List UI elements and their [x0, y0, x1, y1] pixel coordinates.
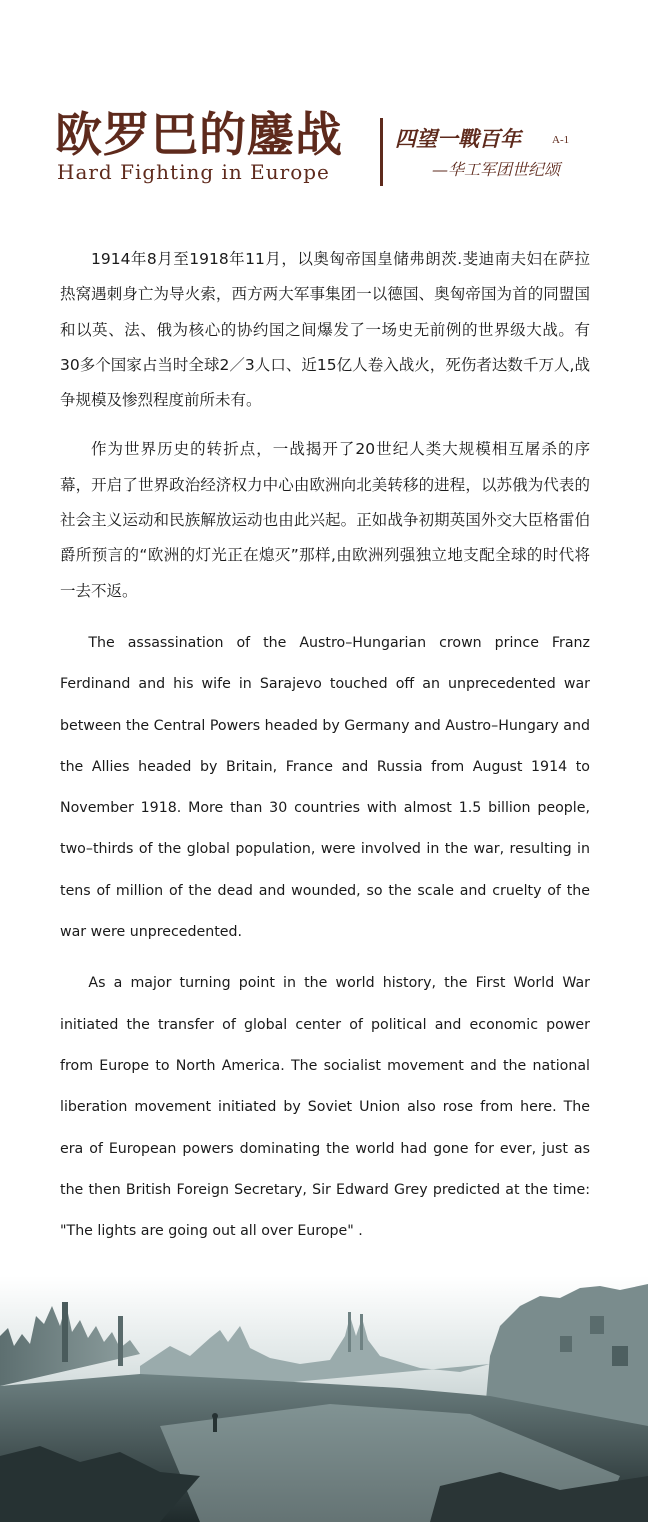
page-title-english: Hard Fighting in Europe: [57, 160, 330, 184]
series-subtitle: —华工军团世纪颂: [432, 160, 561, 179]
war-ruins-photo: [0, 1276, 648, 1522]
header: [0, 0, 648, 200]
series-title: 四望一戰百年: [395, 126, 521, 151]
paragraph-en-1: The assassination of the Austro–Hungarian crown prince Franz Ferdinand and his wife in Sarajevo touched off an unprecedented war between the Central Powers headed by Germany and Austro–Hungary and the Allies headed by Britain, France and Russia from August 1914 to November 1918. More than 30 countries with almost 1.5 billion people, two–thirds of the global population, were involved in the war, resulting in tens of million of the dead and wounded, so the scale and cruelty of the war were unprecedented.: [60, 634, 590, 941]
paragraph-cn-1: 1914年8月至1918年11月，以奥匈帝国皇储弗朗茨.斐迪南夫妇在萨拉热窝遇刺身亡为导火索，西方两大军事集团一以德国、奥匈帝国为首的同盟国和以英、法、俄为核心的协约国之间爆发了一场史无前例的世界级大战。有30多个国家占当时全球2／3人口、近15亿人卷入战火，死伤者达数千万人,战争规模及惨烈程度前所未有。: [60, 250, 590, 410]
title-divider: [380, 118, 383, 186]
paragraph-cn-2: 作为世界历史的转折点，一战揭开了20世纪人类大规模相互屠杀的序幕，开启了世界政治经济权力中心由欧洲向北美转移的进程，以苏俄为代表的社会主义运动和民族解放运动也由此兴起。正如战争初期英国外交大臣格雷伯爵所预言的“欧洲的灯光正在熄灭”那样,由欧洲列强独立地支配全球的时代将一去不返。: [60, 440, 590, 600]
page-title: 欧罗巴的鏖战: [55, 108, 343, 163]
series-code: A-1: [552, 134, 570, 146]
body-text: [60, 242, 590, 1252]
paragraph-en-2: As a major turning point in the world history, the First World War initiated the transfer of global center of political and economic power from Europe to North America. The socialist movement and the national liberation movement initiated by Soviet Union also rose from here. The era of European powers dominating the world had gone for ever, just as the then British Foreign Secretary, Sir Edward Grey predicted at the time: "The lights are going out all over Europe" .: [60, 975, 590, 1240]
